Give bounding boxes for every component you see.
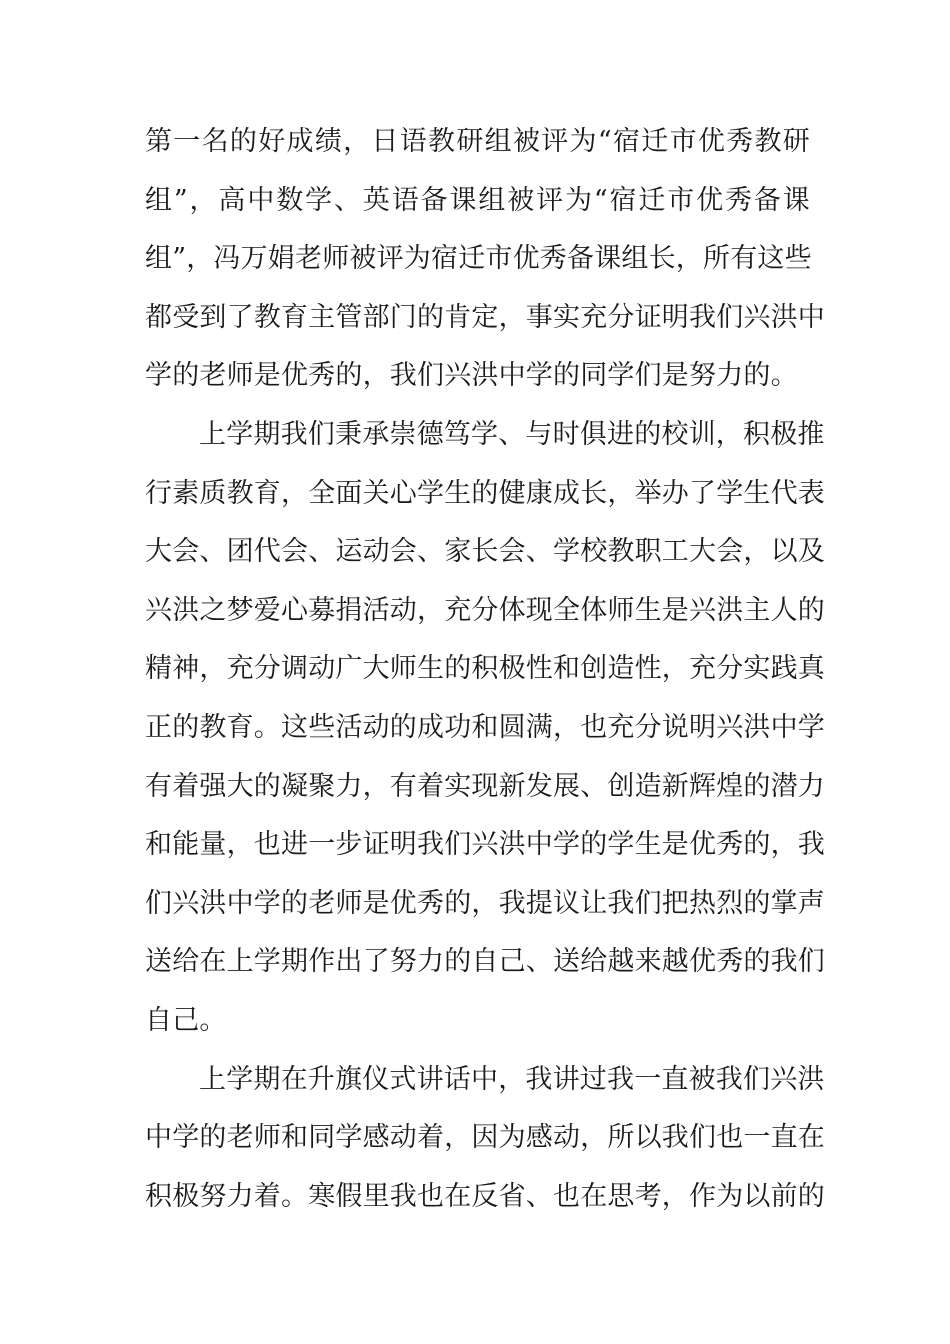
text-line: 第一名的好成绩，日语教研组被评为“宿迁市优秀教研 xyxy=(145,126,810,157)
text-line: 和能量，也进一步证明我们兴洪中学的学生是优秀的，我 xyxy=(145,829,825,861)
text-line: 组”，高中数学、英语备课组被评为“宿迁市优秀备课 xyxy=(145,184,810,216)
text-line: 大会、团代会、运动会、家长会、学校教职工大会，以及 xyxy=(145,536,825,568)
text-line: 送给在上学期作出了努力的自己、送给越来越优秀的我们 xyxy=(145,946,825,978)
text-line: 们兴洪中学的老师是优秀的，我提议让我们把热烈的掌声 xyxy=(145,887,825,919)
text-line: 自己。 xyxy=(145,1004,227,1036)
text-line: 正的教育。这些活动的成功和圆满，也充分说明兴洪中学 xyxy=(145,711,825,743)
text-line: 有着强大的凝聚力，有着实现新发展、创造新辉煌的潜力 xyxy=(145,770,825,802)
text-line: 中学的老师和同学感动着，因为感动，所以我们也一直在 xyxy=(145,1122,825,1154)
paragraph-first-line: 上学期在升旗仪式讲话中，我讲过我一直被我们兴洪 xyxy=(199,1063,825,1095)
text-line: 积极努力着。寒假里我也在反省、也在思考，作为以前的 xyxy=(145,1180,825,1212)
text-line: 都受到了教育主管部门的肯定，事实充分证明我们兴洪中 xyxy=(145,301,825,333)
paragraph-first-line: 上学期我们秉承崇德笃学、与时俱进的校训，积极推 xyxy=(199,418,825,450)
text-line: 精神，充分调动广大师生的积极性和创造性，充分实践真 xyxy=(145,653,825,685)
text-line: 行素质教育，全面关心学生的健康成长，举办了学生代表 xyxy=(145,477,825,509)
text-line: 组”，冯万娟老师被评为宿迁市优秀备课组长，所有这些 xyxy=(145,243,812,275)
text-line: 兴洪之梦爱心募捐活动，充分体现全体师生是兴洪主人的 xyxy=(145,594,825,626)
document-body xyxy=(145,113,825,1226)
text-line: 学的老师是优秀的，我们兴洪中学的同学们是努力的。 xyxy=(145,360,798,392)
